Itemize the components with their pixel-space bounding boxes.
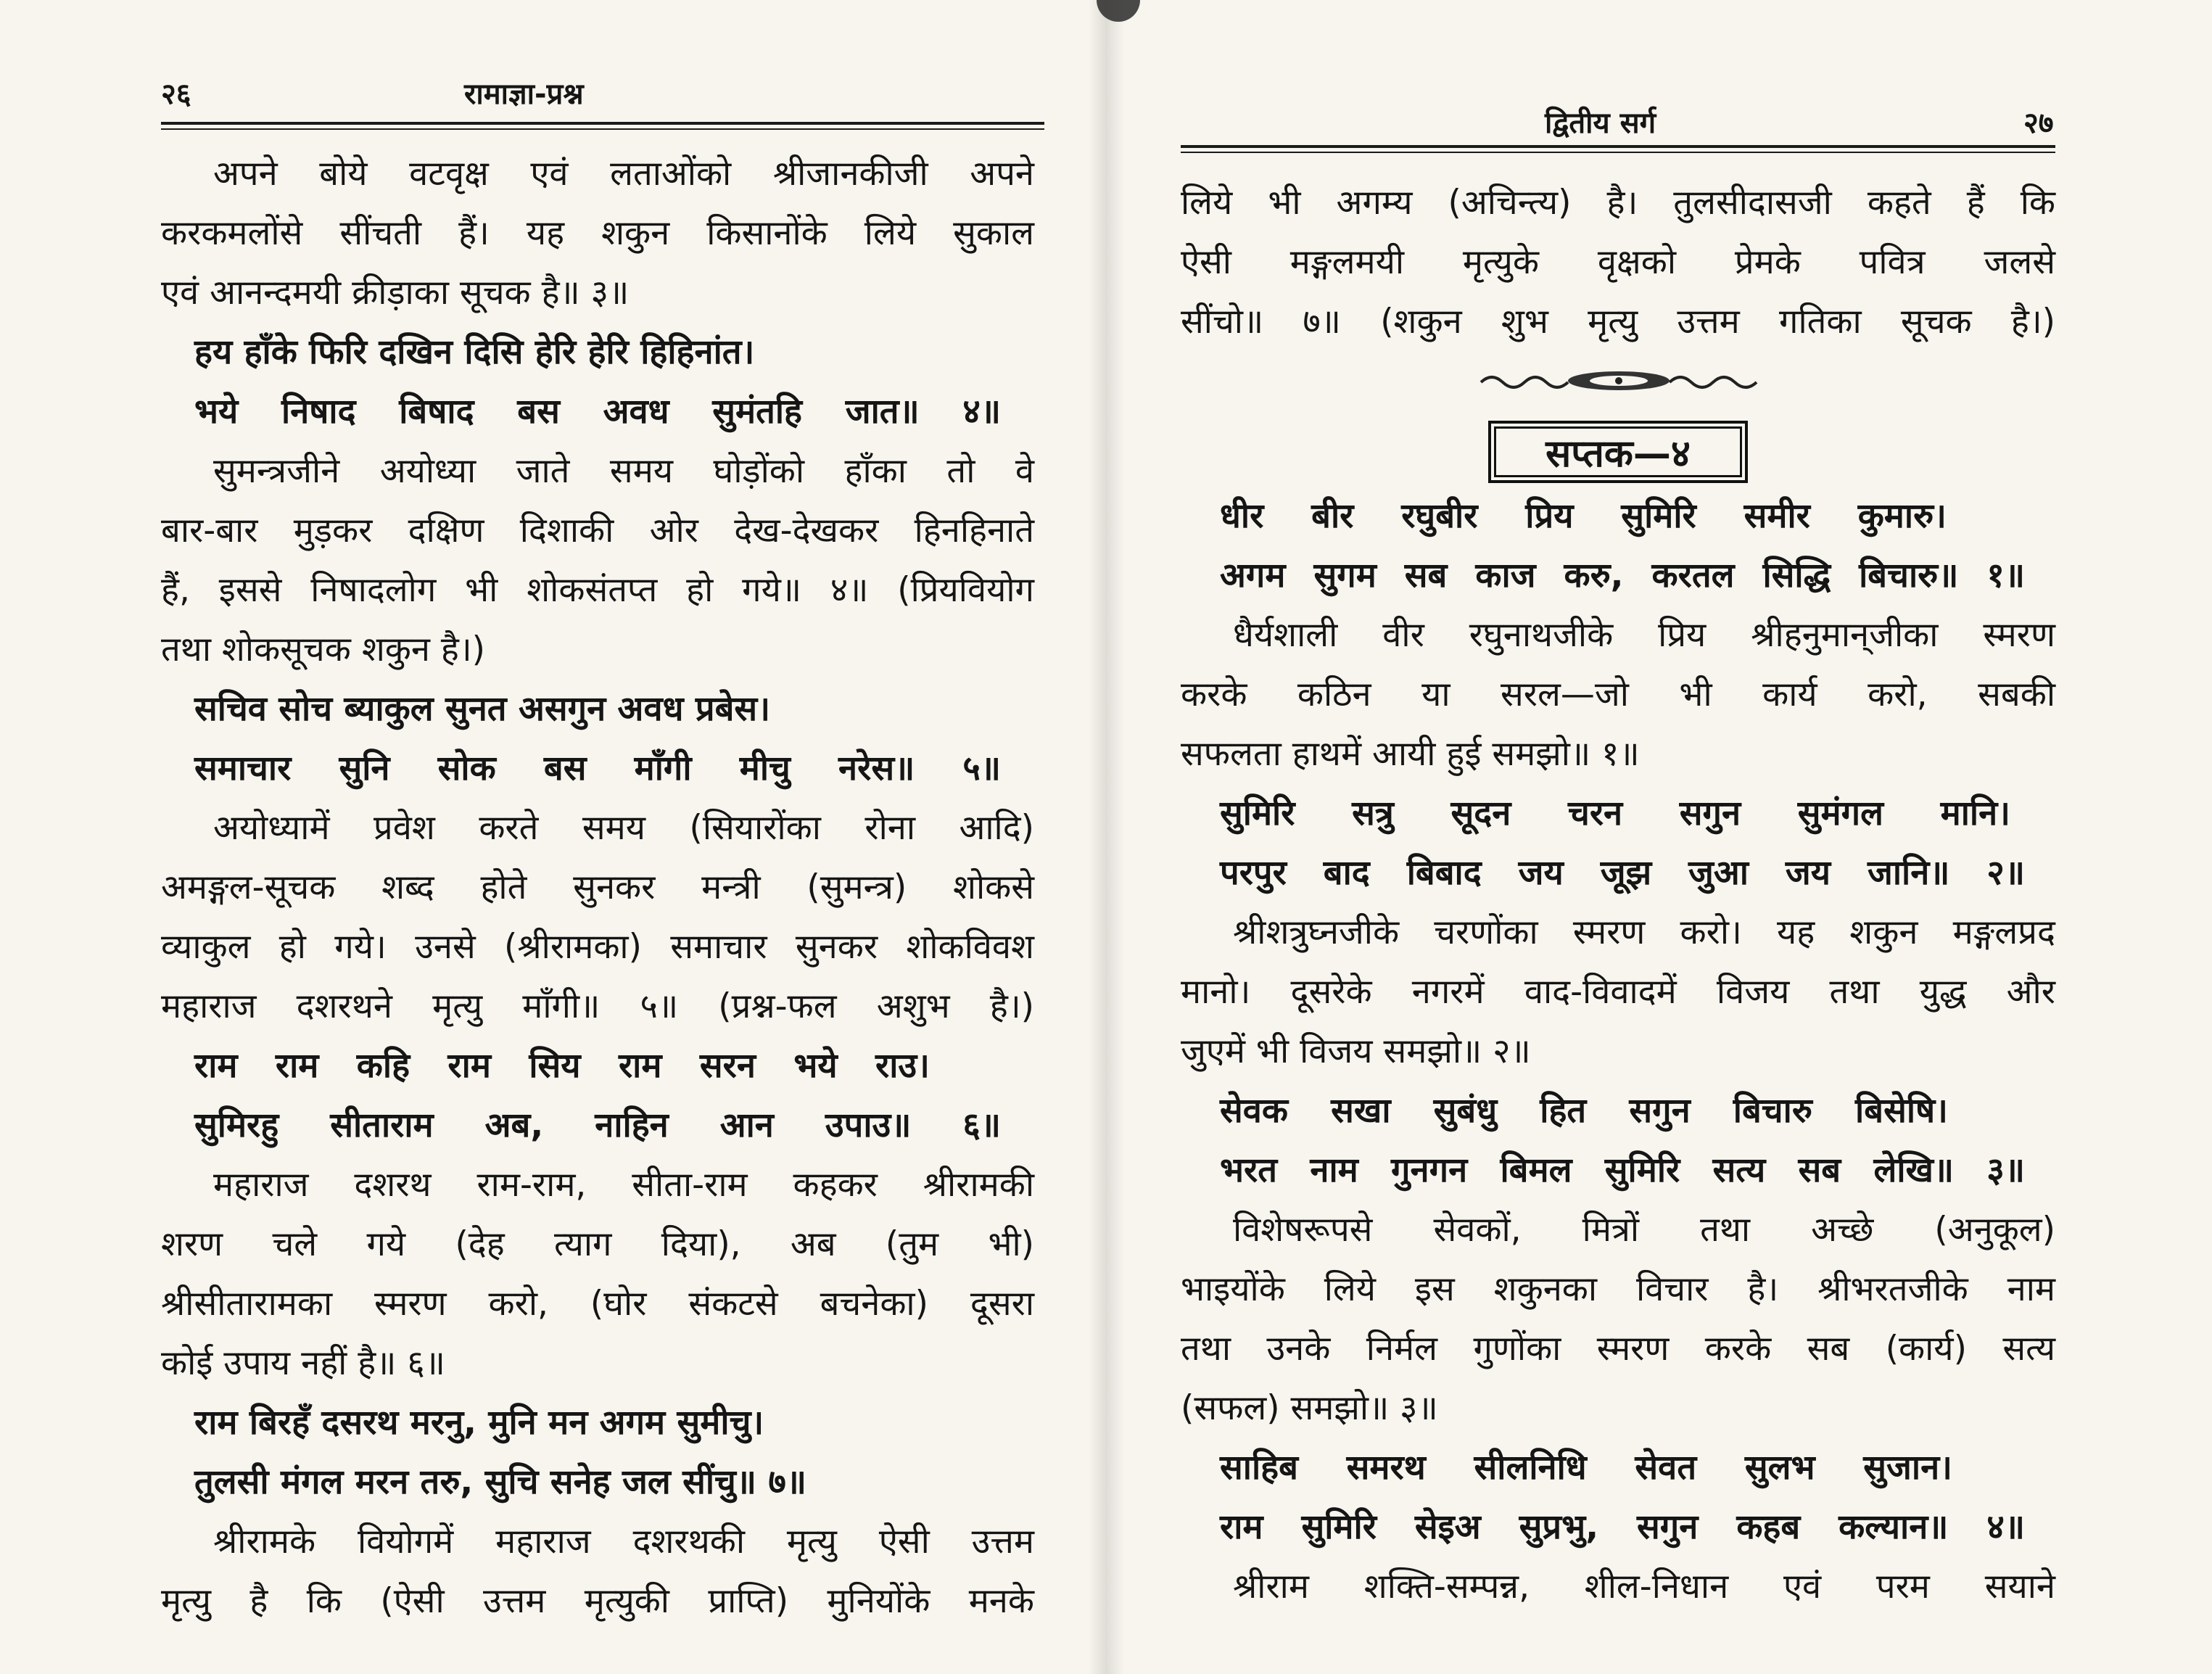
- right-line-3: धैर्यशाली वीर रघुनाथजीके प्रिय श्रीहनुमान्‌जीका स्मरण: [1233, 615, 2055, 655]
- right-line-12: भरत नाम गुनगन बिमल सुमिरि सत्य सब लेखि॥ ३॥: [1220, 1150, 2025, 1190]
- left-line-18: महाराज दशरथ राम-राम, सीता-राम कहकर श्रीरामकी: [213, 1165, 1034, 1205]
- left-line-11: समाचार सुनि सोक बस माँगी मीचु नरेस॥ ५॥: [194, 749, 1001, 788]
- left-line-22: राम बिरहँ दसरथ मरनु, मुनि मन अगम सुमीचु।: [194, 1403, 764, 1443]
- left-line-3: एवं आनन्दमयी क्रीड़ाका सूचक है॥ ३॥: [161, 273, 630, 313]
- left-line-23: तुलसी मंगल मरन तरु, सुचि सनेह जल सींचु॥ ७॥: [194, 1462, 806, 1502]
- left-header-rule: [161, 122, 1044, 130]
- ornament-divider: [1477, 366, 1760, 395]
- left-running-title: रामाज्ञा-प्रश्न: [464, 78, 584, 111]
- right-running-title: द्वितीय सर्ग: [1545, 107, 1656, 140]
- left-line-19: शरण चले गये (देह त्याग दिया), अब (तुम भी): [161, 1224, 1034, 1264]
- right-line-15: तथा उनके निर्मल गुणोंका स्मरण करके सब (कार्य) सत्य: [1181, 1329, 2055, 1369]
- right-line-17: साहिब समरथ सीलनिधि सेवत सुलभ सुजान।: [1220, 1448, 1952, 1488]
- right-line-4: करके कठिन या सरल—जो भी कार्य करो, सबकी: [1181, 675, 2055, 714]
- left-page-number: २६: [161, 78, 191, 111]
- left-line-10: सचिव सोच ब्याकुल सुनत असगुन अवध प्रबेस।: [194, 689, 771, 729]
- left-line-15: महाराज दशरथने मृत्यु माँगी॥ ५॥ (प्रश्न-फल अशुभ है।): [161, 986, 1034, 1026]
- left-line-8: हैं, इससे निषादलोग भी शोकसंतप्त हो गये॥ ४॥ (प्रियवियोग: [161, 570, 1034, 610]
- right-line-14: भाइयोंके लिये इस शकुनका विचार है। श्रीभरतजीके नाम: [1181, 1269, 2055, 1309]
- left-line-2: करकमलोंसे सींचती हैं। यह शकुन किसानोंके लिये सुकाल: [161, 213, 1034, 253]
- right-line-7: परपुर बाद बिबाद जय जूझ जुआ जय जानि॥ २॥: [1220, 853, 2025, 893]
- right-line-19: श्रीराम शक्ति-सम्पन्न, शील-निधान एवं परम सयाने: [1233, 1567, 2055, 1607]
- section-heading-box: सप्तक—४: [1488, 421, 1748, 483]
- left-line-13: अमङ्गल-सूचक शब्द होते सुनकर मन्त्री (सुमन्त्र) शोकसे: [161, 867, 1034, 907]
- right-line-9: मानो। दूसरेके नगरमें वाद-विवादमें विजय तथा युद्ध और: [1181, 972, 2055, 1012]
- left-line-12: अयोध्यामें प्रवेश करते समय (सियारोंका रोना आदि): [213, 808, 1034, 848]
- left-line-25: मृत्यु है कि (ऐसी उत्तम मृत्युकी प्राप्ति) मुनियोंके मनके: [161, 1581, 1034, 1621]
- left-line-4: हय हाँके फिरि दखिन दिसि हेरि हेरि हिहिनांत।: [194, 332, 755, 372]
- left-line-7: बार-बार मुड़कर दक्षिण दिशाकी ओर देख-देखकर हिनहिनाते: [161, 511, 1034, 551]
- left-line-16: राम राम कहि राम सिय राम सरन भये राउ।: [194, 1046, 930, 1086]
- left-line-1: अपने बोये वटवृक्ष एवं लताओंको श्रीजानकीजी अपने: [213, 154, 1034, 194]
- left-line-17: सुमिरहु सीताराम अब, नाहिन आन उपाउ॥ ६॥: [194, 1105, 1001, 1145]
- right-line-8: श्रीशत्रुघ्नजीके चरणोंका स्मरण करो। यह शकुन मङ्गलप्रद: [1233, 912, 2055, 952]
- left-line-9: तथा शोकसूचक शकुन है।): [161, 630, 486, 669]
- right-line-6: सुमिरि सत्रु सूदन चरन सगुन सुमंगल मानि।: [1220, 793, 2010, 833]
- right-header-rule: [1181, 145, 2055, 153]
- right-line-18: राम सुमिरि सेइअ सुप्रभु, सगुन कहब कल्यान॥ ४॥: [1220, 1507, 2025, 1547]
- left-line-5: भये निषाद बिषाद बस अवध सुमंतहि जात॥ ४॥: [194, 392, 1001, 432]
- right-top-line-1: लिये भी अगम्य (अचिन्त्य) है। तुलसीदासजी कहते हैं कि: [1181, 183, 2055, 223]
- right-line-13: विशेषरूपसे सेवकों, मित्रों तथा अच्छे (अनुकूल): [1233, 1210, 2055, 1250]
- left-line-14: व्याकुल हो गये। उनसे (श्रीरामका) समाचार सुनकर शोकविवश: [161, 927, 1034, 967]
- left-line-24: श्रीरामके वियोगमें महाराज दशरथकी मृत्यु ऐसी उत्तम: [213, 1522, 1034, 1562]
- right-line-2: अगम सुगम सब काज करु, करतल सिद्धि बिचारु॥ १॥: [1220, 556, 2025, 595]
- right-line-16: (सफल) समझो॥ ३॥: [1181, 1388, 1438, 1428]
- right-line-11: सेवक सखा सुबंधु हित सगुन बिचारु बिसेषि।: [1220, 1091, 1948, 1131]
- right-line-10: जुएमें भी विजय समझो॥ २॥: [1181, 1031, 1531, 1071]
- right-line-5: सफलता हाथमें आयी हुई समझो॥ १॥: [1181, 734, 1640, 774]
- right-top-line-3: सींचो॥ ७॥ (शकुन शुभ मृत्यु उत्तम गतिका सूचक है।): [1181, 302, 2055, 342]
- right-page-number: २७: [2023, 107, 2054, 140]
- right-line-1: धीर बीर रघुबीर प्रिय सुमिरि समीर कुमारु।: [1220, 496, 1947, 536]
- left-line-20: श्रीसीतारामका स्मरण करो, (घोर संकटसे बचनेका) दूसरा: [161, 1284, 1034, 1324]
- left-line-6: सुमन्त्रजीने अयोध्या जाते समय घोड़ोंको हाँका तो वे: [213, 451, 1034, 491]
- left-line-21: कोई उपाय नहीं है॥ ६॥: [161, 1343, 445, 1383]
- right-top-line-2: ऐसी मङ्गलमयी मृत्युके वृक्षको प्रेमके पवित्र जलसे: [1181, 242, 2055, 282]
